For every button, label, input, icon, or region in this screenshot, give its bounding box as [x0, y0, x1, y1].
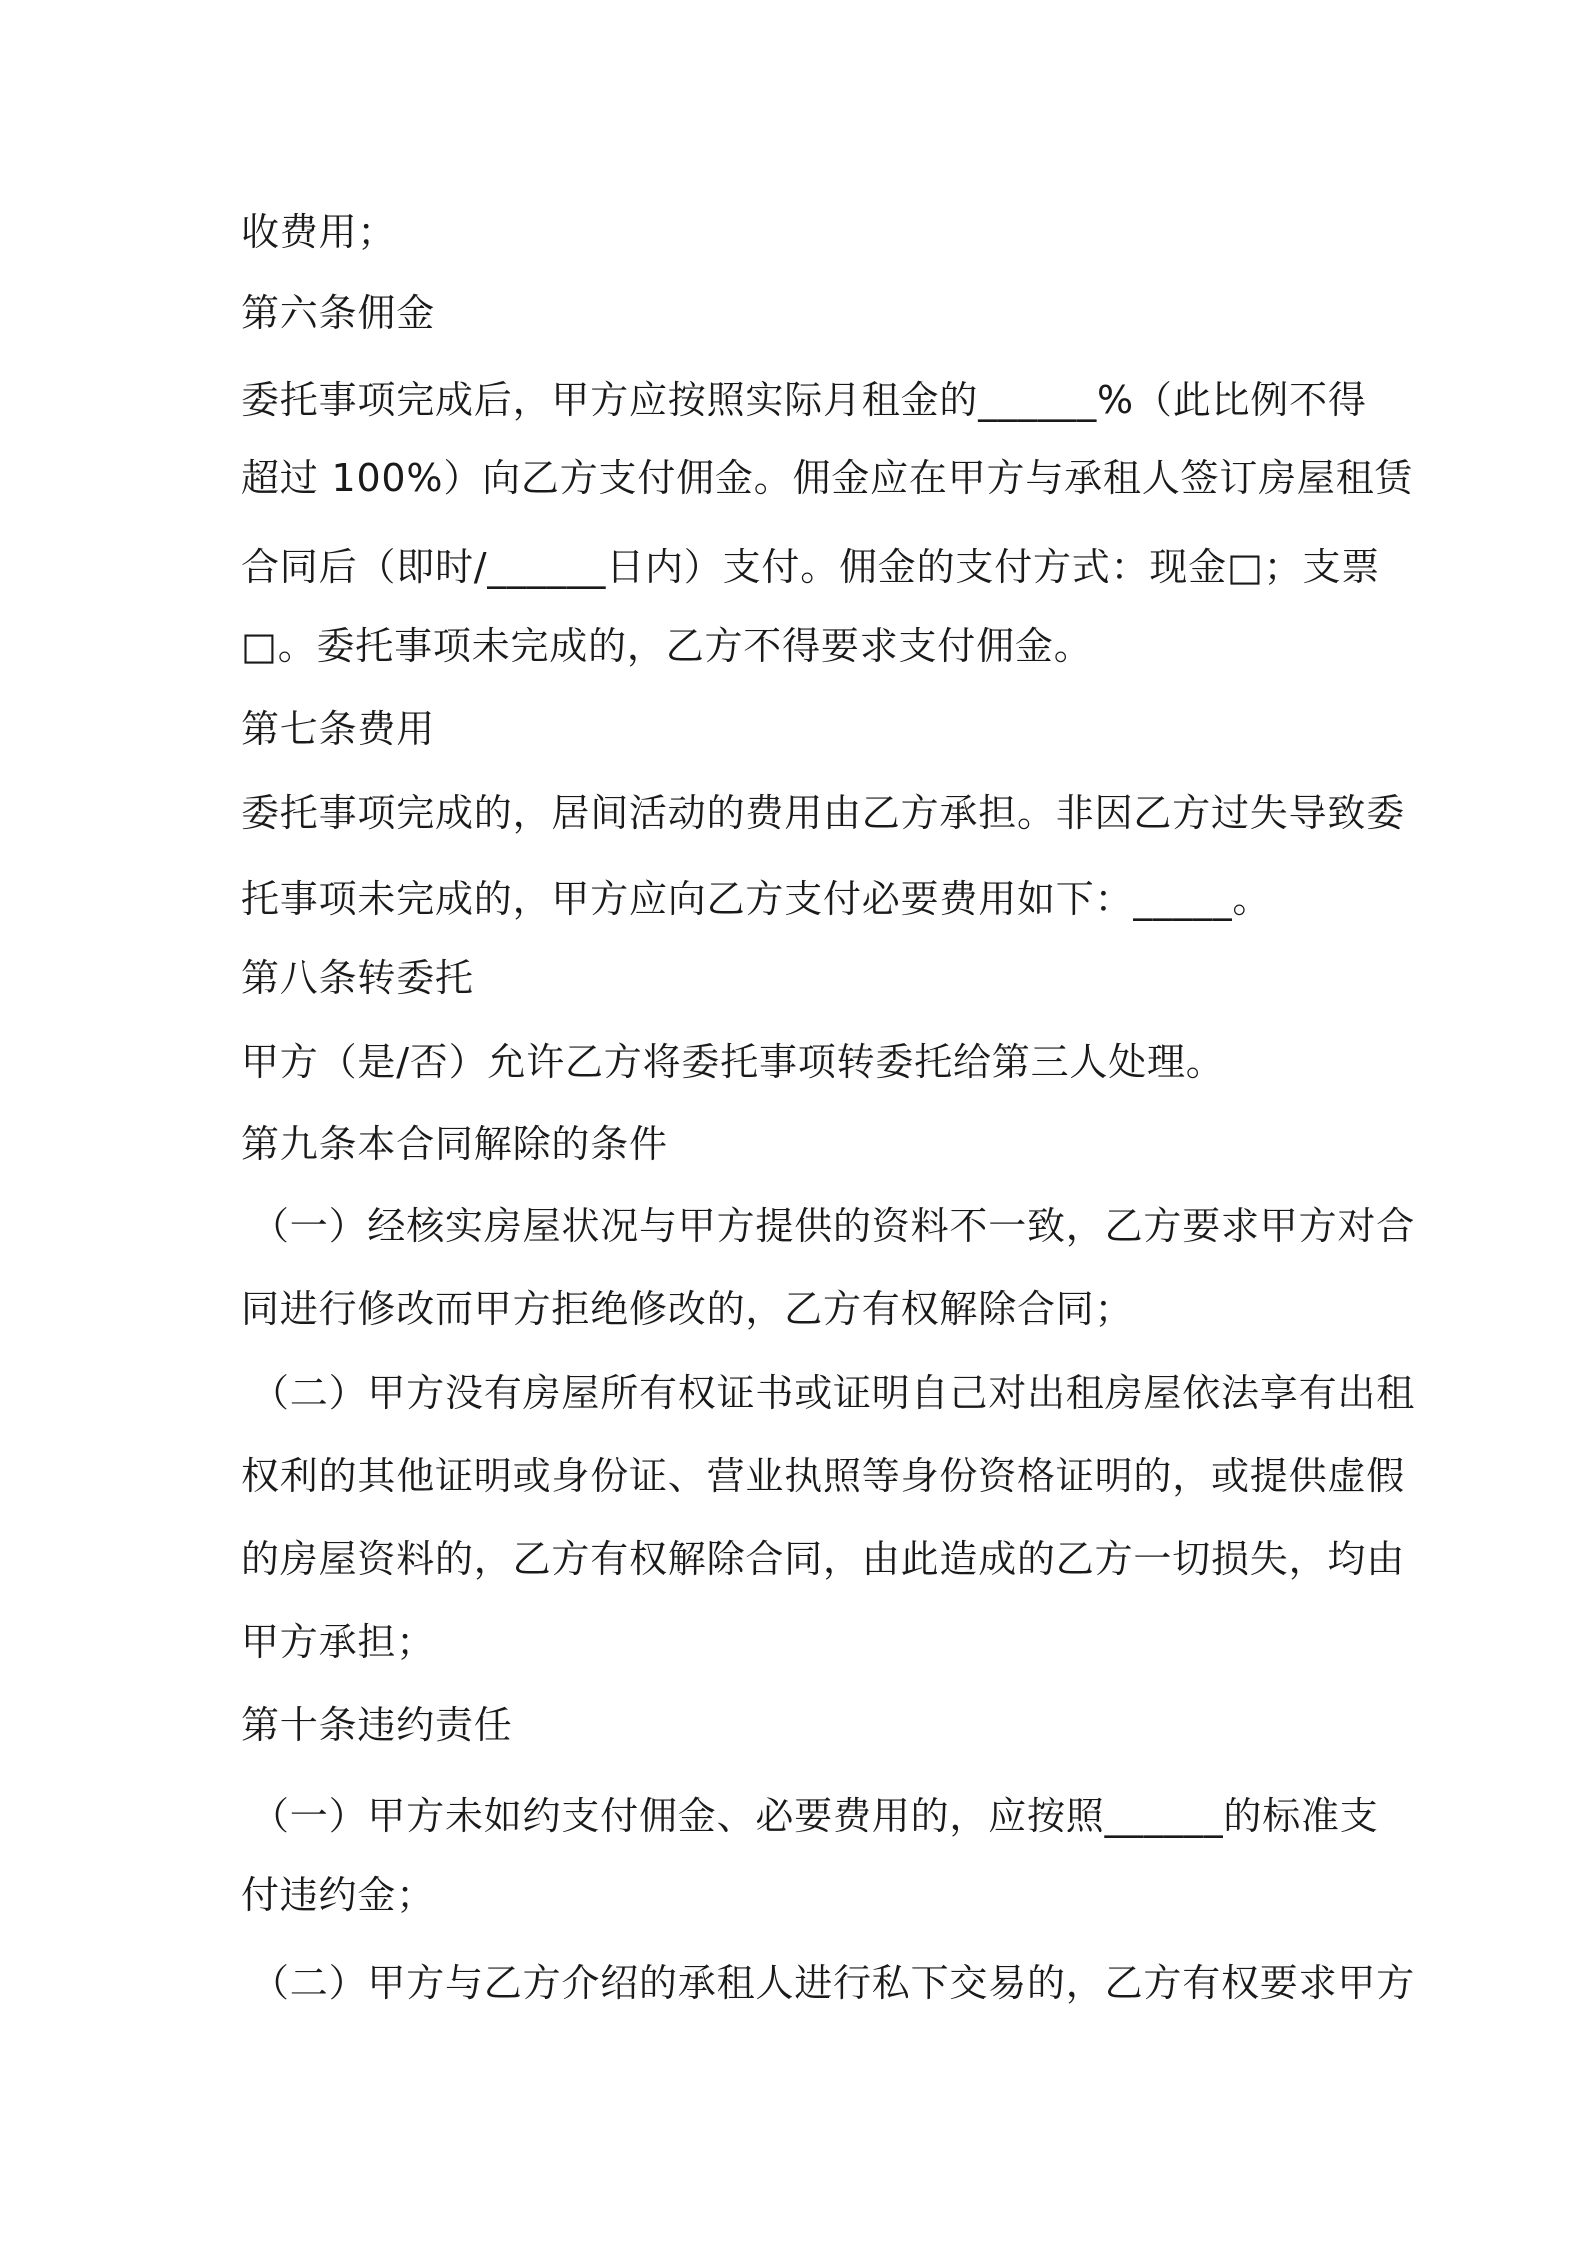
article-6-heading: 第六条佣金	[241, 291, 436, 335]
article-7-heading: 第七条费用	[241, 707, 436, 751]
article-9-clause-2-line-4: 甲方承担；	[241, 1620, 436, 1664]
article-10-clause-1-line-2: 付违约金；	[241, 1873, 436, 1917]
article-7-line-1: 委托事项完成的，居间活动的费用由乙方承担。非因乙方过失导致委	[241, 791, 1406, 835]
article-8-heading: 第八条转委托	[241, 956, 474, 1000]
article-9-clause-1-line-2: 同进行修改而甲方拒绝修改的，乙方有权解除合同；	[241, 1287, 1134, 1331]
article-6-line-1: 委托事项完成后，甲方应按照实际月租金的______%（此比例不得	[241, 378, 1367, 422]
article-7-line-2: 托事项未完成的，甲方应向乙方支付必要费用如下：_____。	[241, 877, 1272, 921]
text-line-fee-continuation: 收费用；	[241, 210, 397, 254]
article-9-heading: 第九条本合同解除的条件	[241, 1122, 668, 1166]
article-9-clause-2-line-2: 权利的其他证明或身份证、营业执照等身份资格证明的，或提供虚假	[241, 1454, 1406, 1498]
article-6-line-2: 超过 100%）向乙方支付佣金。佣金应在甲方与承租人签订房屋租赁	[241, 456, 1414, 500]
article-10-clause-2-line-1: （二）甲方与乙方介绍的承租人进行私下交易的，乙方有权要求甲方	[251, 1961, 1416, 2005]
article-10-heading: 第十条违约责任	[241, 1703, 513, 1747]
article-8-line-1: 甲方（是/否）允许乙方将委托事项转委托给第三人处理。	[241, 1040, 1225, 1084]
article-9-clause-2-line-3: 的房屋资料的，乙方有权解除合同，由此造成的乙方一切损失，均由	[241, 1537, 1406, 1581]
article-9-clause-1-line-1: （一）经核实房屋状况与甲方提供的资料不一致，乙方要求甲方对合	[251, 1204, 1416, 1248]
article-9-clause-2-line-1: （二）甲方没有房屋所有权证书或证明自己对出租房屋依法享有出租	[251, 1371, 1416, 1415]
article-10-clause-1-line-1: （一）甲方未如约支付佣金、必要费用的，应按照______的标准支	[251, 1794, 1379, 1838]
article-6-line-4: □。委托事项未完成的，乙方不得要求支付佣金。	[241, 624, 1093, 668]
article-6-line-3: 合同后（即时/______日内）支付。佣金的支付方式：现金□；支票	[241, 545, 1381, 589]
